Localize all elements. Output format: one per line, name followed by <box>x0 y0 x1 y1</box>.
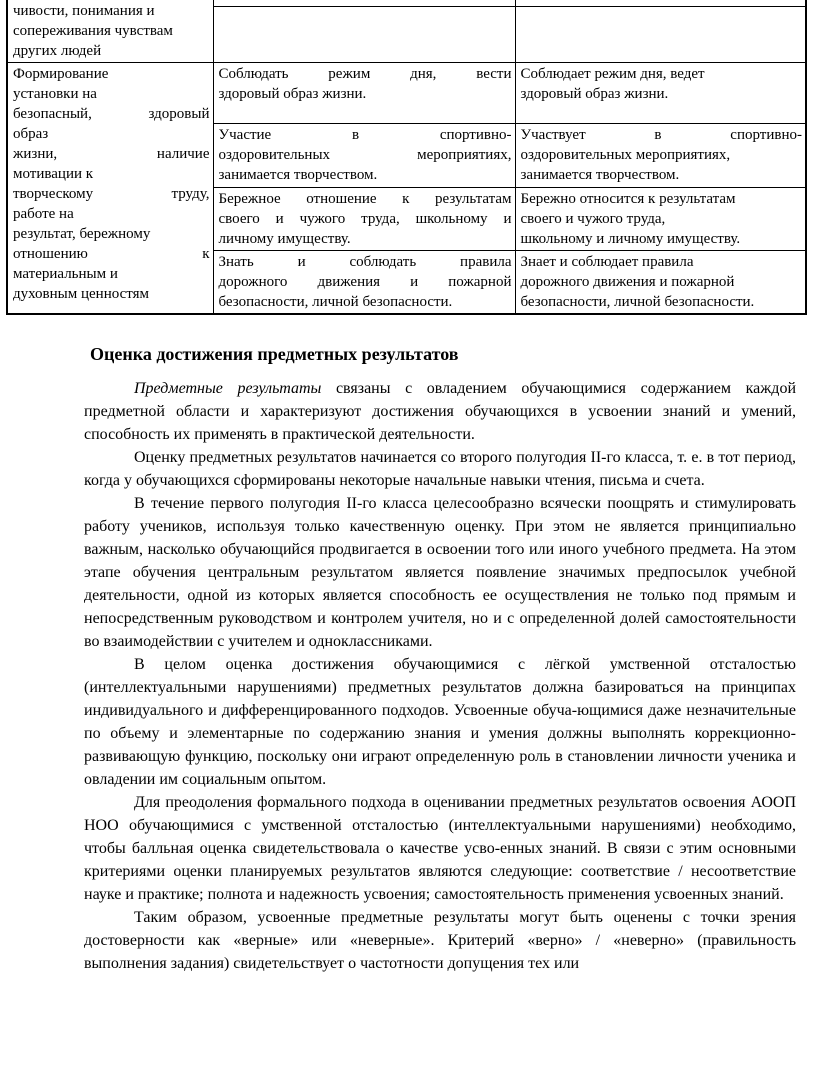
table-cell-line: занимается творчеством. <box>218 167 378 183</box>
table-cell-line: Знает и соблюдает правила <box>520 254 694 270</box>
table-cell-line: безопасности, личной безопасности. <box>520 294 755 310</box>
section-heading: Оценка достижения предметных результатов <box>90 344 459 364</box>
table-cell-line: дорожного движения и пожарной <box>520 274 735 290</box>
table-cell-line: творческому труду, <box>13 186 210 202</box>
table-cell-line: сопереживания чувствам <box>13 23 173 39</box>
paragraph <box>84 377 796 446</box>
table-cell-line: отношению к <box>13 246 210 262</box>
table-cell-line: здоровый образ жизни. <box>218 86 367 102</box>
table-cell-line: дорожного движения и пожарной <box>218 274 512 290</box>
cell-requirement <box>213 188 515 251</box>
table-cell-line: материальным и <box>13 266 118 282</box>
personal-results-table <box>6 0 807 315</box>
cell-indicator <box>515 188 806 251</box>
table-cell-line: оздоровительных мероприятиях, <box>520 147 731 163</box>
paragraph: В течение первого полугодия II-го класса целесообразно всячески поощрять и стимулировать работу учеников, используя только качественную оценку. При этом не является принципиально важным, насколько обучающийся продвигается в освоении того или иного учебного предмета. На этом этапе обучения центральным результатом является появление значимых предпосылок учебной деятельности, одной из которых является способность ее осуществления не только под прямым и непосредственным руководством и контролем учителя, но и с определенной долей самостоятельности во взаимодействии с учителем и одноклассниками. <box>84 495 796 650</box>
table-cell-line: школьному и личному имуществу. <box>520 231 741 247</box>
table-cell-line: чивости, понимания и <box>13 3 155 19</box>
table-cell-line: других людей <box>13 43 102 59</box>
table-cell-line: здоровый образ жизни. <box>520 86 669 102</box>
paragraph: Для преодоления формального подхода в оценивании предметных результатов освоения АООП НОО обучающимися с умственной отсталостью (интеллектуальными нарушениями) необходимо, чтобы балльная оценка свидетельствовала о качестве усво-енных знаний. В связи с этим основными критериями оценки планируемых результатов являются следующие: соответствие / несоответствие науке и практике; полнота и надежность усвоения; самостоятельность применения усвоенных знаний. <box>84 794 796 903</box>
cell-indicator <box>515 251 806 315</box>
paragraph: В целом оценка достижения обучающимися с лёгкой умственной отсталостью (интеллектуальными нарушениями) предметных результатов должна базироваться на принципах индивидуального и дифференцированного подходов. Усвоенные обуча-ющимися даже незначительные по объему и элементарные по содержанию знания и умения должны выполнять коррекционно-развивающую функцию, поскольку они играют определенную роль в становлении личности ученика и овладении им социальным опытом. <box>84 656 796 788</box>
table-cell-line: своего и чужого труда, <box>520 211 666 227</box>
paragraph: Таким образом, усвоенные предметные результаты могут быть оценены с точки зрения достоверности как «верные» или «неверные». Критерий «верно» / «неверно» (правильность выполнения задания) свидетельствует о частотности допущения тех или <box>84 909 796 972</box>
table-cell-line: духовным ценностям <box>13 286 150 302</box>
cell-formirovanie-ustanovki <box>7 63 213 315</box>
italic-lead: Предметные результаты <box>134 380 322 397</box>
table-cell-line: оздоровительных мероприятиях, <box>218 147 512 163</box>
table-cell-line: Формирование <box>13 66 109 82</box>
paragraph-text: связаны с овладением обучающимися содержанием каждой предметной области и характеризуют достижения обучающихся в усвоении знаний и умений, способность их применять в практической деятельности. <box>84 380 797 443</box>
cell-requirement <box>213 124 515 188</box>
cell-requirement <box>213 251 515 315</box>
table-cell-line: занимается творчеством. <box>520 167 680 183</box>
table-cell-line: безопасный, здоровый <box>13 106 210 122</box>
table-cell-line: безопасности, личной безопасности. <box>218 294 453 310</box>
table-cell-line: Участие в спортивно- <box>218 127 512 143</box>
table-cell-line: работе на <box>13 206 74 222</box>
table-cell-line: Соблюдать режим дня, вести <box>218 66 512 82</box>
table-cell-line: установки на <box>13 86 97 102</box>
cell-indicator <box>515 124 806 188</box>
table-row <box>7 63 806 124</box>
table-cell-line: Бережное отношение к результатам <box>218 191 512 207</box>
paragraph: Оценку предметных результатов начинается со второго полугодия II-го класса, т. е. в тот период, когда у обучающихся сформированы некоторые начальные навыки чтения, письма и счета. <box>84 449 796 489</box>
table-cell-line: Соблюдает режим дня, ведет <box>520 66 705 82</box>
table-cell-line: Участвует в спортивно- <box>520 127 802 143</box>
cell-continued-personal-result <box>7 0 213 63</box>
cell-empty <box>515 6 806 62</box>
body-text-block <box>84 343 796 975</box>
table-cell-line: мотивации к <box>13 166 94 182</box>
cell-requirement <box>213 63 515 124</box>
table-cell-line: своего и чужого труда, школьному и <box>218 211 512 227</box>
cell-empty <box>213 6 515 62</box>
table-cell-line: Бережно относится к результатам <box>520 191 736 207</box>
table-cell-line: Знать и соблюдать правила <box>218 254 512 270</box>
cell-indicator <box>515 63 806 124</box>
table-cell-line: личному имуществу. <box>218 231 351 247</box>
table-cell-line: результат, бережному <box>13 226 151 242</box>
table-cell-line: образ <box>13 126 49 142</box>
table-cell-line: жизни, наличие <box>13 146 210 162</box>
